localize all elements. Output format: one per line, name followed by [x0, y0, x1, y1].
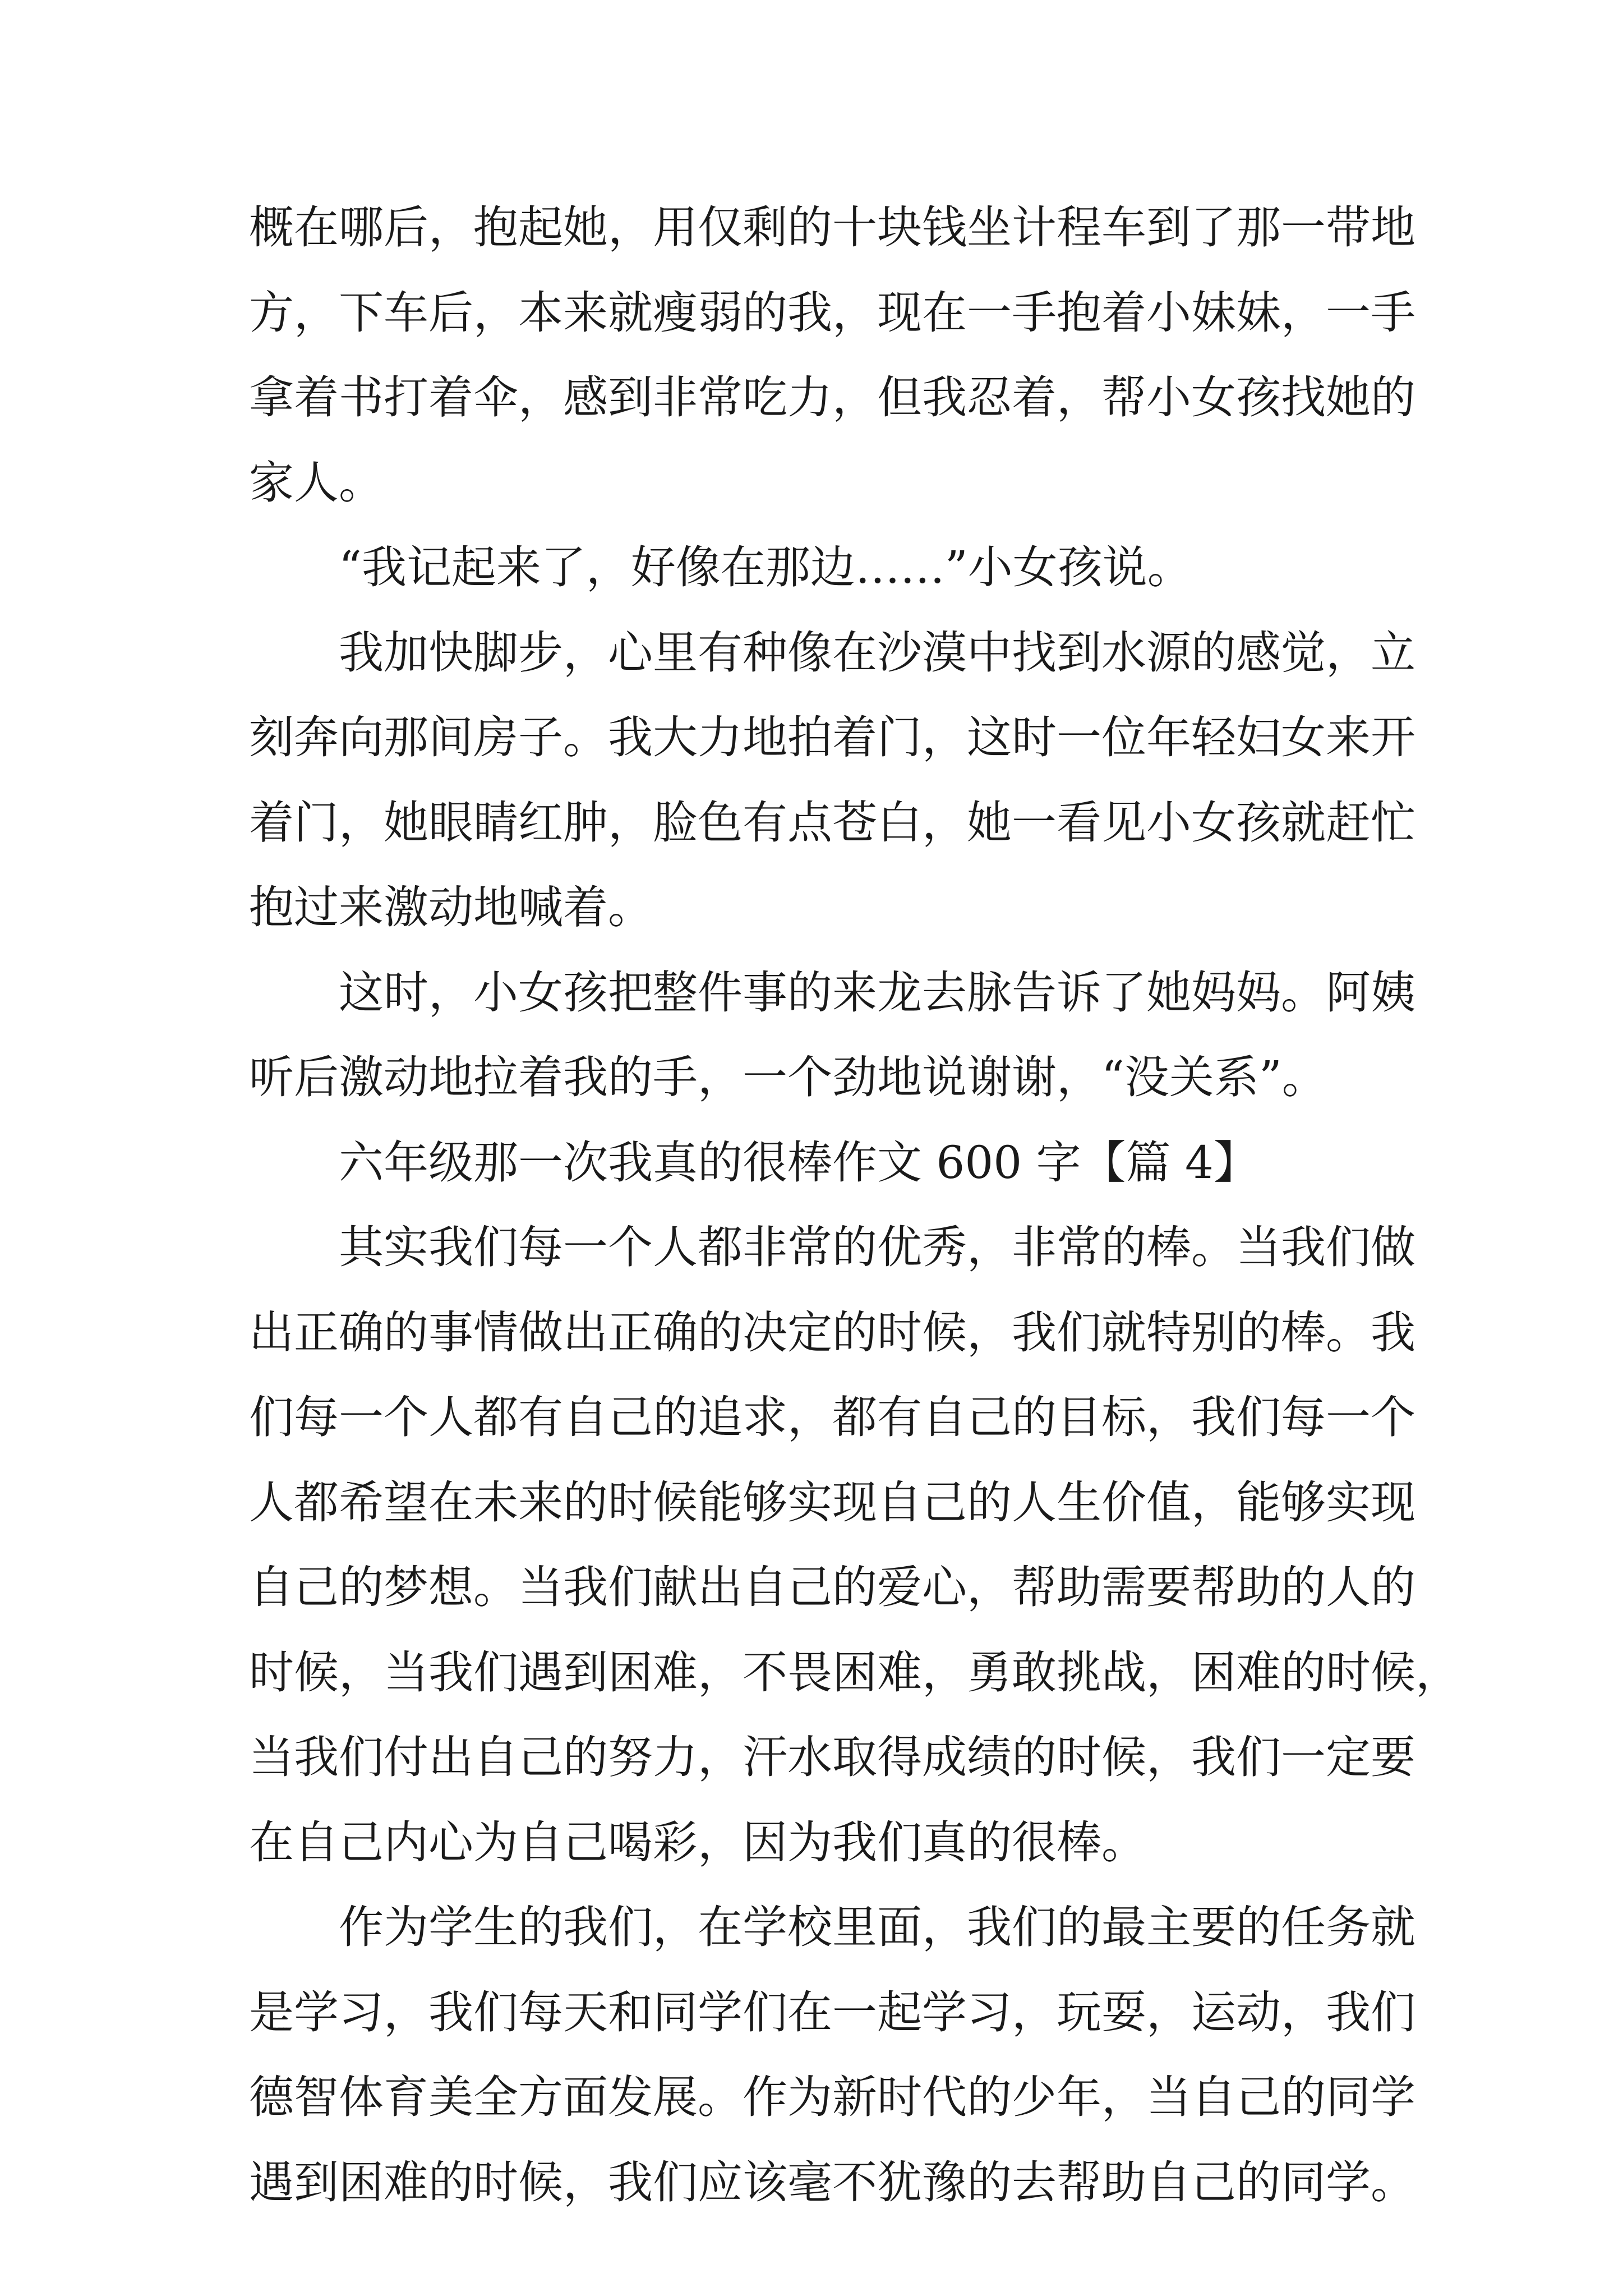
text-line: 是学习，我们每天和同学们在一起学习，玩耍，运动，我们 [249, 1986, 1415, 2039]
text-line: 我加快脚步，心里有种像在沙漠中找到水源的感觉，立 [339, 626, 1415, 679]
text-line: 拿着书打着伞，感到非常吃力，但我忍着，帮小女孩找她的 [249, 371, 1415, 424]
text-line: 遇到困难的时候，我们应该毫不犹豫的去帮助自己的同学。 [249, 2156, 1415, 2208]
text-line: 人都希望在未来的时候能够实现自己的人生价值，能够实现 [249, 1476, 1415, 1529]
text-line: 方，下车后，本来就瘦弱的我，现在一手抱着小妹妹，一手 [249, 286, 1415, 339]
text-line: 们每一个人都有自己的追求，都有自己的目标，我们每一个 [249, 1391, 1415, 1443]
document-body [249, 185, 1460, 2225]
text-line: 出正确的事情做出正确的决定的时候，我们就特别的棒。我 [249, 1306, 1415, 1359]
text-line: 刻奔向那间房子。我大力地拍着门，这时一位年轻妇女来开 [249, 711, 1415, 763]
text-line: 时候，当我们遇到困难，不畏困难，勇敢挑战，困难的时候， [249, 1646, 1460, 1699]
text-line: 德智体育美全方面发展。作为新时代的少年，当自己的同学 [249, 2071, 1415, 2123]
text-line: “我记起来了，好像在那边……”小女孩说。 [339, 541, 1192, 593]
paragraph [249, 1205, 1460, 1885]
text-line: 其实我们每一个人都非常的优秀，非常的棒。当我们做 [339, 1221, 1415, 1273]
text-line: 自己的梦想。当我们献出自己的爱心，帮助需要帮助的人的 [249, 1561, 1415, 1613]
paragraph [249, 185, 1415, 525]
paragraph [249, 610, 1415, 950]
text-line: 听后激动地拉着我的手，一个劲地说谢谢，“没关系”。 [249, 1051, 1327, 1103]
text-line: 概在哪后，抱起她，用仅剩的十块钱坐计程车到了那一带地 [249, 201, 1415, 254]
paragraph [249, 950, 1415, 1120]
text-line: 这时，小女孩把整件事的来龙去脉告诉了她妈妈。阿姨 [339, 966, 1415, 1019]
paragraph [249, 1120, 1415, 1205]
text-line: 着门，她眼睛红肿，脸色有点苍白，她一看见小女孩就赶忙 [249, 796, 1415, 849]
text-line: 在自己内心为自己喝彩，因为我们真的很棒。 [249, 1816, 1146, 1869]
paragraph [249, 1885, 1415, 2225]
text-line: 六年级那一次我真的很棒作文 600 字【篇 4】 [339, 1136, 1258, 1189]
paragraph [249, 525, 1415, 610]
text-line: 当我们付出自己的努力，汗水取得成绩的时候，我们一定要 [249, 1731, 1415, 1783]
text-line: 作为学生的我们，在学校里面，我们的最主要的任务就 [339, 1901, 1415, 1953]
text-line: 家人。 [249, 456, 384, 509]
text-line: 抱过来激动地喊着。 [249, 881, 653, 933]
